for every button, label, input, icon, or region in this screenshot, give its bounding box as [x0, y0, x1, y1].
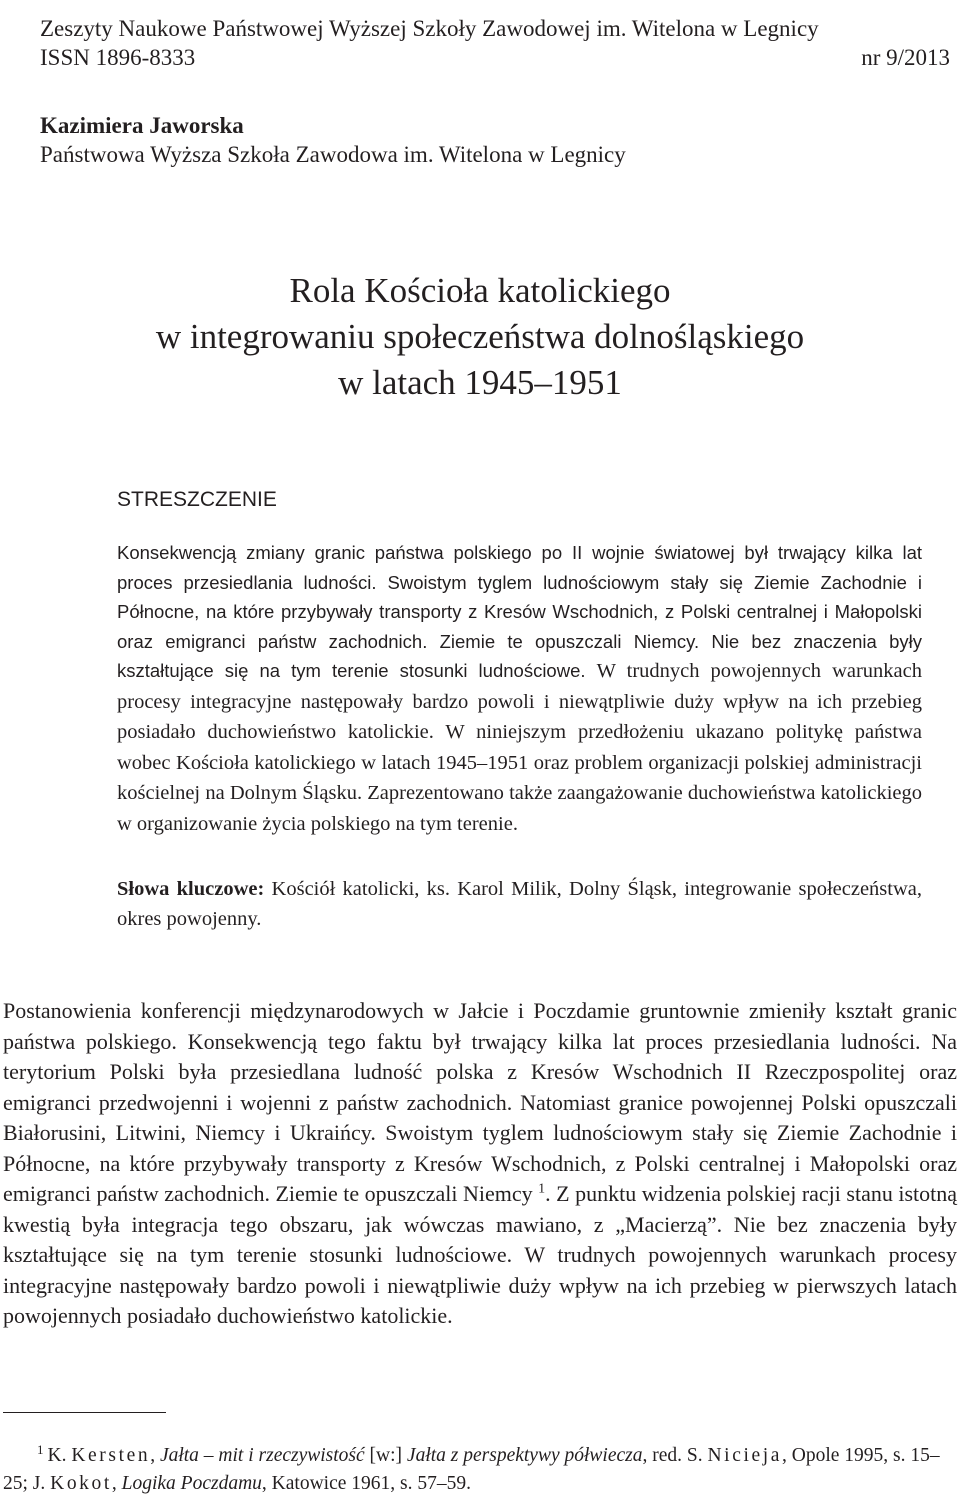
footnote-number: 1: [37, 1441, 44, 1457]
footnote-comma-1: ,: [150, 1445, 160, 1466]
journal-name: Zeszyty Naukowe Państwowej Wyższej Szkoły Zawodowej im. Witelona w Legnicy: [40, 16, 819, 41]
title-line-3: w latach 1945–1951: [338, 363, 622, 402]
footnote-title-2: Jałta z perspektywy półwiecza: [406, 1445, 643, 1466]
footnote-divider: [3, 1412, 166, 1413]
abstract-heading: STRESZCZENIE: [117, 488, 277, 511]
abstract-text-serif: W trudnych powojennych warunkach procesy integracyjne następowały bardzo powoli i niewątpliwie duży wpływ na ich przebieg posiadało duchowieństwo katolickie. W niniejszym przedłożeniu ukazano politykę państwa wobec Kościoła katolickiego w latach 1945–1951 oraz problem organizacji polskiej administracji kościelnej na Dolnym Śląsku. Zaprezentowano także zaangażowanie duchowieństwa katolickiego w organizowanie życia polskiego na tym terenie.: [117, 660, 922, 835]
keywords: [117, 874, 922, 934]
header-row: [40, 43, 950, 72]
keywords-text: Kościół katolicki, ks. Karol Milik, Dolny Śląsk, integrowanie społeczeństwa, okres powojenny.: [117, 878, 923, 930]
footnote-k: K.: [47, 1445, 72, 1466]
abstract: [117, 486, 922, 839]
footnote-comma-2: ,: [111, 1473, 122, 1494]
footnote-title-3: Logika Poczdamu: [121, 1473, 262, 1494]
issue-number: nr 9/2013: [861, 45, 950, 70]
keywords-label: Słowa kluczowe:: [117, 878, 265, 900]
footnote-publication-2: , Katowice 1961, s. 57–59.: [261, 1473, 471, 1494]
author-name: Kazimiera Jaworska: [40, 113, 244, 138]
body-text-part-2: . Z punktu widzenia polskiej racji stanu istotną kwestią była integracja tego obszaru, jak wówczas mawiano, z „Macierzą”. Nie bez znaczenia były kształtujące się na tym terenie stosunki ludnościowe. W trudnych powojennych warunkach procesy integracyjne następowały bardzo powoli i niewątpliwie duży wpływ na ich przebieg w pierwszych latach powojennych posiadało duchowieństwo katolickie.: [3, 1181, 958, 1328]
footnote-author-2: Kokot: [50, 1473, 112, 1494]
footnote-author-1: Kersten: [71, 1445, 151, 1466]
abstract-text: [117, 538, 922, 839]
title-line-2: w integrowaniu społeczeństwa dolnośląskiego: [155, 317, 805, 356]
footnote-publication-1: , Opole 1995, s. 15–25; J.: [3, 1445, 940, 1494]
footnote-red: , red. S.: [642, 1445, 708, 1466]
footnote: [3, 1442, 957, 1498]
body-text-part-1: Postanowienia konferencji międzynarodowych w Jałcie i Poczdamie gruntownie zmieniły kształt granic państwa polskiego. Konsekwencją tego faktu był trwający kilka lat proces przesiedlania ludności. Na terytorium Polski była przesiedlana ludność polska z Kresów Wschodnich II Rzeczpospolitej oraz emigranci przedwojenni i wojenni z państw zachodnich. Natomiast granice powojennej Polski opuszczali Białorusini, Litwini, Niemcy i Ukraińcy. Swoistym tyglem ludnościowym stały się Ziemie Zachodnie i Północne, na które przybywały transporty z Kresów Wschodnich, z Polski centralnej i Małopolski oraz emigranci państw zachodnich. Ziemie te opuszczali Niemcy: [3, 998, 957, 1206]
title-line-1: Rola Kościoła katolickiego: [289, 271, 671, 310]
author-block: [40, 111, 940, 169]
footnote-title-1: Jałta – mit i rzeczywistość: [159, 1445, 365, 1466]
abstract-text-sans: Konsekwencją zmiany granic państwa polskiego po II wojnie światowej był trwający kilka lat proces przesiedlania ludności. Swoistym tyglem ludnościowym stały się Ziemie Zachodnie i Północne, na które przybywały transporty z Kresów Wschodnich, z Polski centralnej i Małopolski oraz emigranci państw zachodnich. Ziemie te opuszczali Niemcy. Nie bez znaczenia były kształtujące się na tym terenie stosunki ludnościowe.: [117, 542, 922, 681]
author-affiliation: Państwowa Wyższa Szkoła Zawodowa im. Witelona w Legnicy: [40, 142, 626, 167]
footnote-editor: Nicieja: [707, 1445, 783, 1466]
footnote-reference[interactable]: 1: [538, 1181, 546, 1197]
issn: ISSN 1896-8333: [40, 45, 196, 70]
journal-header: [40, 14, 950, 72]
footnote-in: [w:]: [364, 1445, 407, 1466]
body-paragraph: [3, 996, 957, 1332]
paper-title: [0, 268, 960, 406]
